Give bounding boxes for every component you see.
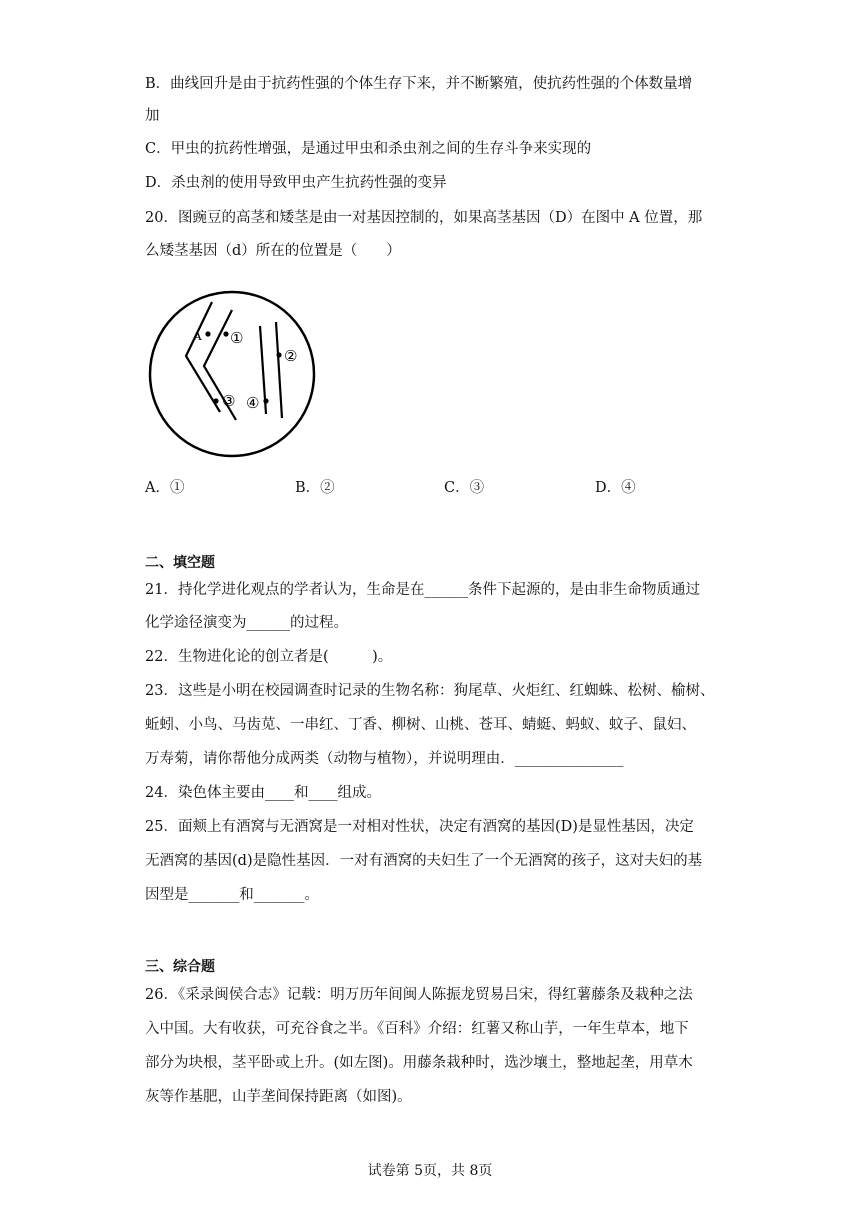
option-b-text-line2: 加 <box>145 108 160 124</box>
chromosome-diagram <box>148 284 320 464</box>
locus-a <box>205 331 210 336</box>
question-26-line3: 部分为块根，茎平卧或上升。(如左图)。用藤条栽种时，选沙壤土，整地起垄，用草木 <box>145 1055 693 1071</box>
chromosome-right-right <box>276 322 282 418</box>
question-20-line2: 么矮茎基因（d）所在的位置是（ ） <box>145 243 401 259</box>
question-26-line2: 入中国。大有收获，可充谷食之半。《百科》介绍：红薯又称山芋，一年生草本，地下 <box>145 1021 689 1037</box>
locus-4 <box>263 398 268 403</box>
question-23-line1: 23．这些是小明在校园调查时记录的生物名称：狗尾草、火炬红、红蜘蛛、松树、榆树、 <box>145 683 715 699</box>
question-25-line2: 无酒窝的基因(d)是隐性基因．一对有酒窝的夫妇生了一个无酒窝的孩子，这对夫妇的基 <box>145 853 703 869</box>
question-21-line2: 化学途径演变为______的过程。 <box>145 615 348 631</box>
question-23-line2: 蚯蚓、小鸟、马齿苋、一串红、丁香、柳树、山桃、苍耳、蜻蜓、蚂蚁、蚊子、鼠妇、 <box>145 717 696 733</box>
label-4: ④ <box>246 394 260 412</box>
section-comprehensive-heading: 三、综合题 <box>145 959 215 975</box>
answer-option-d[interactable]: D．④ <box>595 480 636 496</box>
locus-2 <box>276 352 281 357</box>
question-21-line1: 21．持化学进化观点的学者认为，生命是在______条件下起源的，是由非生命物质通过 <box>145 582 700 598</box>
section-fill-in-heading: 二、填空题 <box>145 555 215 571</box>
option-b-text-line1: B．曲线回升是由于抗药性强的个体生存下来，并不断繁殖，使抗药性强的个体数量增 <box>145 76 693 92</box>
label-1: ① <box>230 329 244 347</box>
question-23-line3: 万寿菊，请你帮他分成两类（动物与植物），并说明理由．_______________ <box>145 751 624 767</box>
option-c-text: C．甲虫的抗药性增强，是通过甲虫和杀虫剂之间的生存斗争来实现的 <box>145 141 592 157</box>
question-25-line1: 25．面颊上有酒窝与无酒窝是一对相对性状，决定有酒窝的基因(D)是显性基因，决定 <box>145 819 694 835</box>
answer-option-b[interactable]: B．② <box>295 480 335 496</box>
locus-3 <box>213 398 218 403</box>
label-2: ② <box>284 347 298 365</box>
answer-option-c[interactable]: C．③ <box>444 480 485 496</box>
question-26-line1: 26．《采录闽侯合志》记载：明万历年间闽人陈振龙贸易吕宋，得红薯藤条及栽种之法 <box>145 987 693 1003</box>
option-d-text: D．杀虫剂的使用导致甲虫产生抗药性强的变异 <box>145 175 447 191</box>
question-24: 24．染色体主要由____和____组成。 <box>145 785 381 801</box>
question-22: 22．生物进化论的创立者是( )。 <box>145 649 393 665</box>
question-26-line4: 灰等作基肥，山芋垄间保持距离（如图)。 <box>145 1089 412 1105</box>
answer-option-a[interactable]: A．① <box>145 480 185 496</box>
locus-1 <box>223 331 228 336</box>
question-20-line1: 20．图豌豆的高茎和矮茎是由一对基因控制的，如果高茎基因（D）在图中 A 位置，那 <box>145 210 703 226</box>
chromosome-left-outer <box>186 302 220 412</box>
question-25-line3: 因型是_______和_______。 <box>145 887 319 903</box>
cell-circle <box>150 292 314 456</box>
label-3: ③ <box>222 392 236 410</box>
page-footer: 试卷第 5页，共 8页 <box>367 1163 493 1179</box>
label-a: A <box>193 329 202 343</box>
